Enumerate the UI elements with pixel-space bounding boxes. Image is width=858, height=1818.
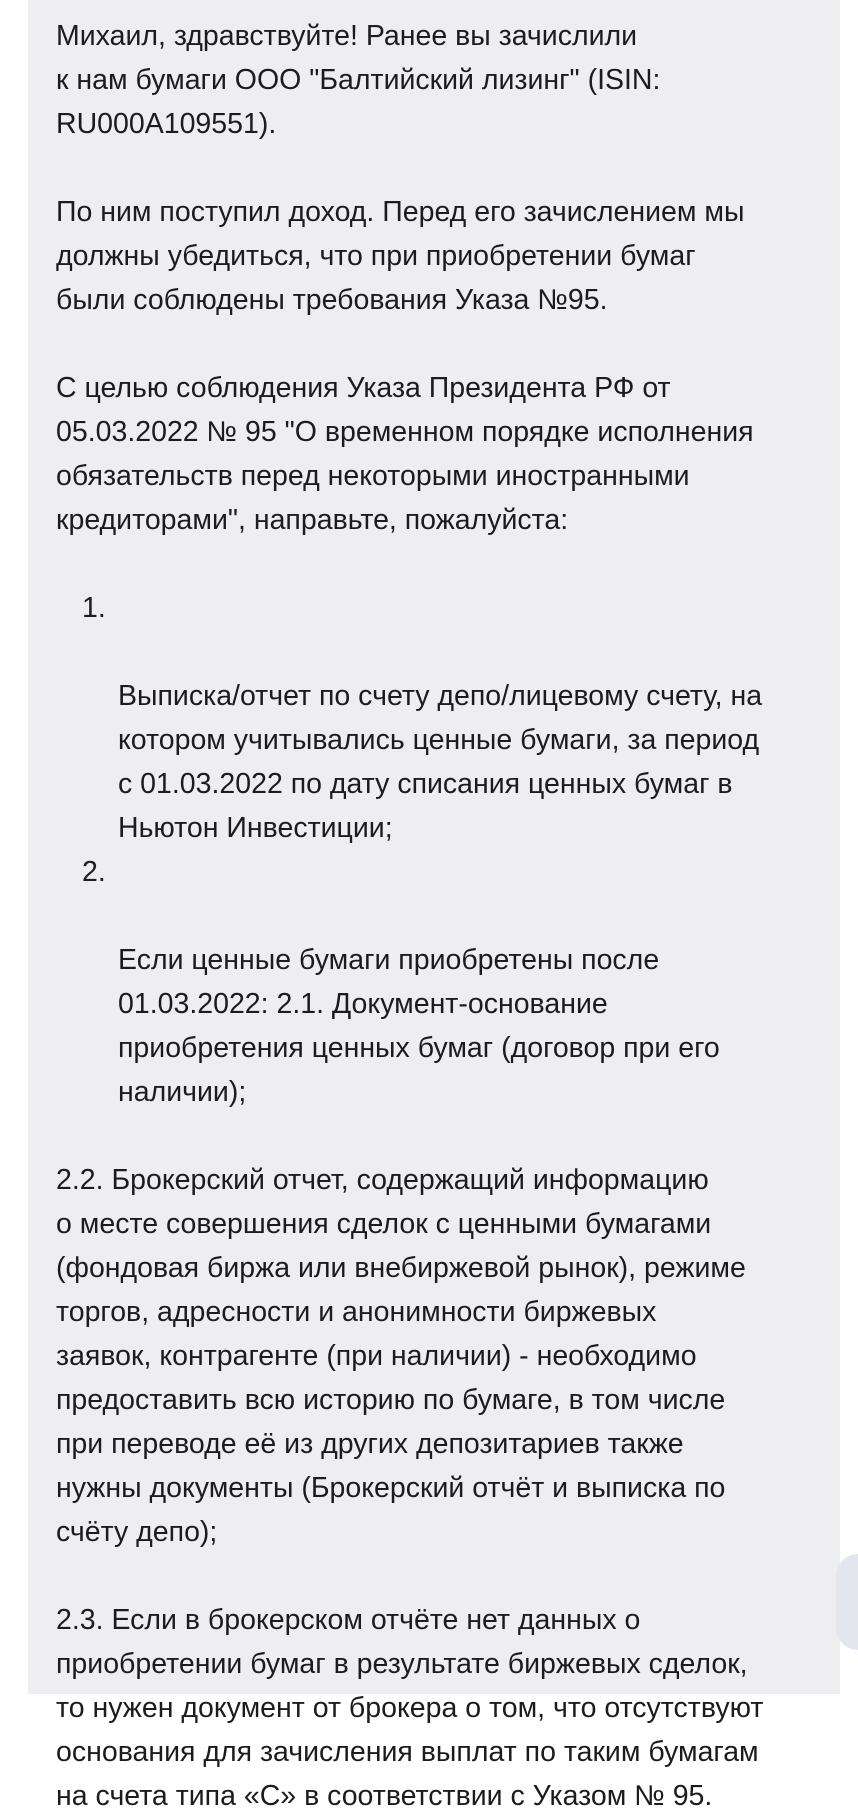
required-documents-list xyxy=(56,586,820,1114)
message-paragraph-greeting: Михаил, здравствуйте! Ранее вы зачислили к нам бумаги ООО "Балтийский лизинг" (ISIN: RU000A109551). xyxy=(56,20,661,140)
list-item-number: 1. xyxy=(82,592,106,624)
list-item-number: 2. xyxy=(82,856,106,888)
message-paragraph-broker-report: 2.2. Брокерский отчет, содержащий информацию о месте совершения сделок с ценными бумагами (фондовая биржа или внебиржевой рынок), режиме торгов, адресности и анонимности биржевых заявок, контрагенте (при наличии) - необходимо предоставить всю историю по бумаге, в том числе при переводе её из других депозитариев также нужны документы (Брокерский отчёт и выписка по счёту депо); xyxy=(56,1164,746,1548)
message-paragraph-request: С целью соблюдения Указа Президента РФ от 05.03.2022 № 95 "О временном порядке исполнения обязательств перед некоторыми иностранными кредиторами", направьте, пожалуйста: xyxy=(56,372,754,536)
scroll-handle[interactable] xyxy=(836,1554,858,1650)
list-item xyxy=(56,850,820,1114)
list-item xyxy=(56,586,820,850)
chat-message-bubble xyxy=(28,0,840,1812)
message-paragraph-no-exchange-data: 2.3. Если в брокерском отчёте нет данных о приобретении бумаг в результате биржевых сделок, то нужен документ от брокера о том, что отсутствуют основания для зачисления выплат по таким бумагам на счета типа «С» в соответствии с Указом № 95. xyxy=(56,1604,764,1812)
message-paragraph-income: По ним поступил доход. Перед его зачислением мы должны убедиться, что при приобретении бумаг были соблюдены требования Указа №95. xyxy=(56,196,745,316)
list-item-text: Если ценные бумаги приобретены после 01.03.2022: 2.1. Документ-основание приобретения ценных бумаг (договор при его наличии); xyxy=(118,944,720,1108)
list-item-text: Выписка/отчет по счету депо/лицевому счету, на котором учитывались ценные бумаги, за период с 01.03.2022 по дату списания ценных бумаг в Ньютон Инвестиции; xyxy=(118,680,763,844)
